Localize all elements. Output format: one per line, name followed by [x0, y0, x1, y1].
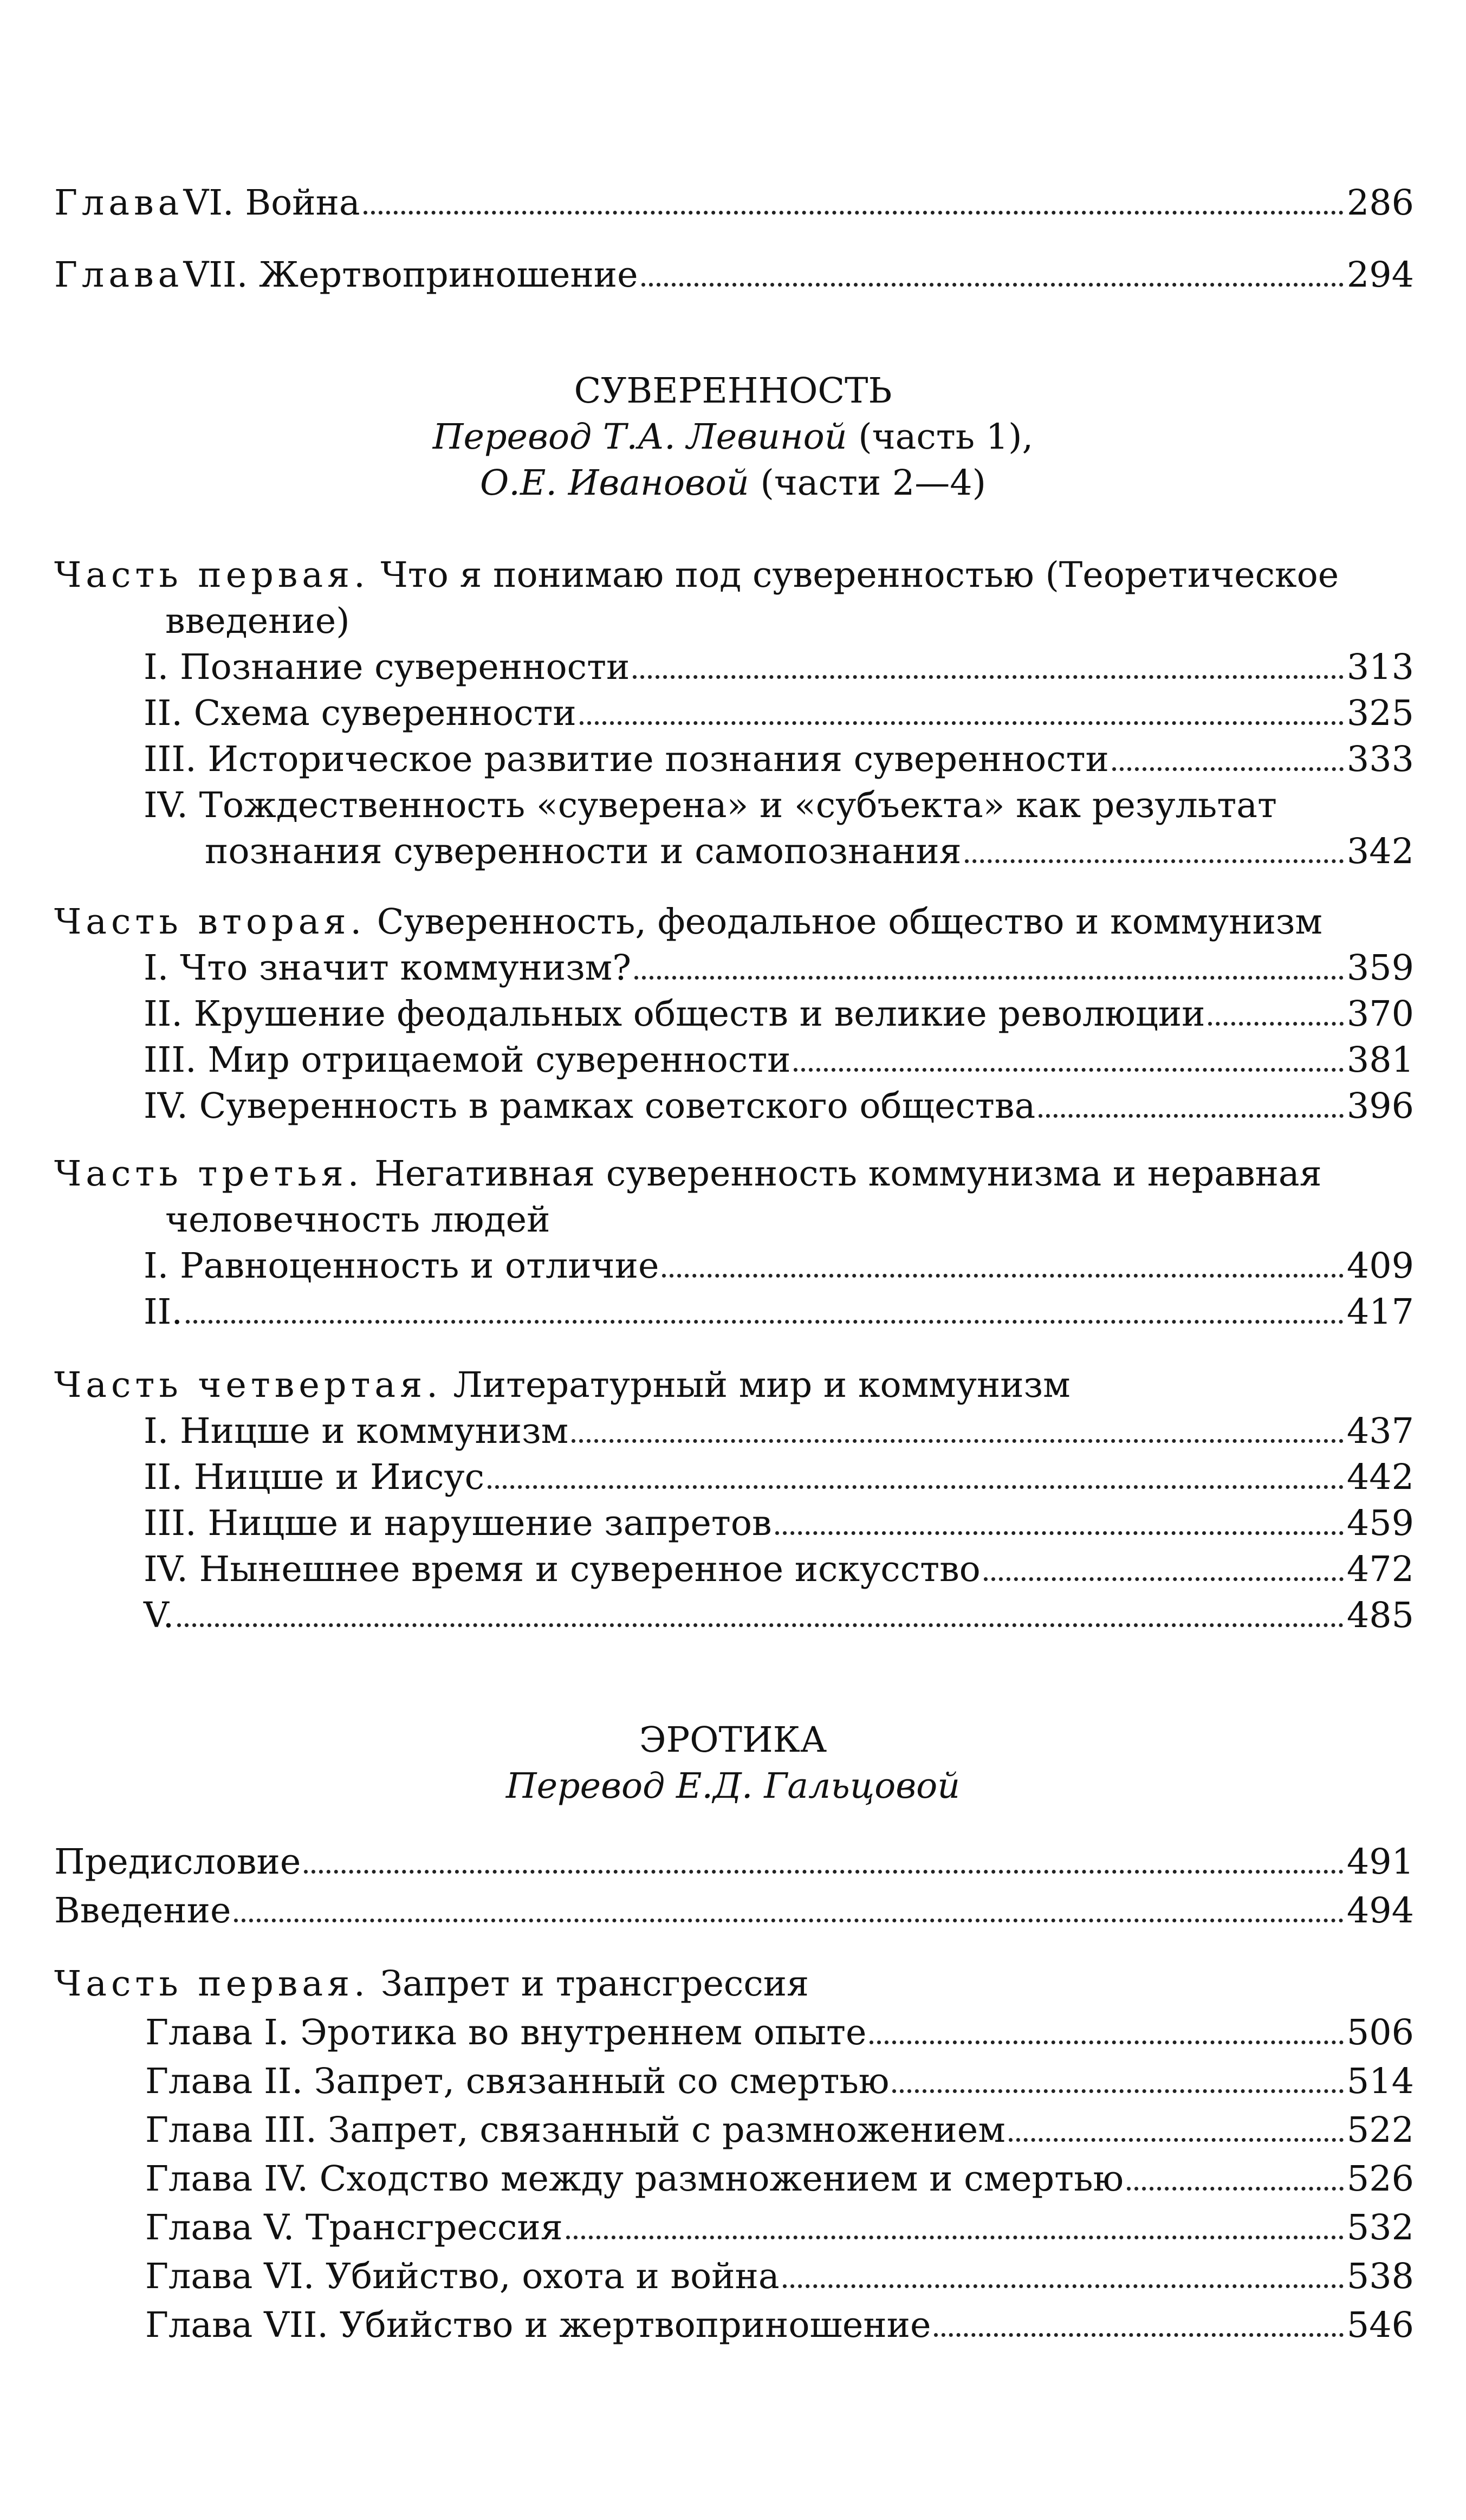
- page-number: 313: [1346, 647, 1414, 688]
- entry-title: I. Равноценность и отличие: [144, 1246, 659, 1286]
- page-number: 526: [1346, 2159, 1414, 2199]
- toc-entry: [145, 2254, 1414, 2299]
- entry-title: IV. Тождественность «суверена» и «субъекта» как результат: [144, 785, 1277, 826]
- page-number: 538: [1346, 2256, 1414, 2297]
- dot-leader: [364, 211, 1344, 215]
- part-label: Часть третья.: [54, 1154, 364, 1194]
- entry-title: Глава I. Эротика во внутреннем опыте: [145, 2012, 867, 2053]
- dot-leader: [662, 1274, 1343, 1278]
- toc-entry: [145, 2205, 1414, 2251]
- page-number: 506: [1346, 2012, 1414, 2053]
- page-number: 409: [1346, 1246, 1414, 1286]
- dot-leader: [1009, 2138, 1344, 2142]
- toc-entry: [54, 1839, 1414, 1885]
- dot-leader: [934, 2333, 1343, 2337]
- toc-entry: [145, 2010, 1414, 2056]
- dot-leader: [892, 2089, 1343, 2093]
- toc-entry: [144, 992, 1414, 1037]
- entry-title: Глава IV. Сходство между размножением и смертью: [145, 2159, 1124, 2199]
- page-number: 359: [1346, 948, 1414, 988]
- dot-leader: [633, 675, 1344, 679]
- dot-leader: [177, 1623, 1344, 1627]
- toc-entry: [144, 1547, 1414, 1592]
- entry-title: III. Историческое развитие познания суверенности: [144, 739, 1109, 780]
- translator-line: [0, 414, 1466, 460]
- translator-scope: (части 2—4): [749, 463, 986, 503]
- dot-leader: [304, 1870, 1344, 1874]
- page-number: 342: [1346, 831, 1414, 872]
- dot-leader: [1208, 1022, 1343, 1026]
- toc-entry: [144, 1455, 1414, 1500]
- toc-entry: [144, 1501, 1414, 1546]
- entry-title-cont: познания суверенности и самопознания: [205, 831, 962, 872]
- page-number: 494: [1346, 1890, 1414, 1931]
- part-title: Запрет и трансгрессия: [369, 1964, 809, 2004]
- dot-leader: [794, 1068, 1343, 1072]
- toc-entry: [144, 1243, 1414, 1289]
- page-number: 333: [1346, 739, 1414, 780]
- dot-leader: [783, 2284, 1344, 2288]
- entry-title: Введение: [54, 1890, 231, 1931]
- entry-title: IV. Суверенность в рамках советского общества: [144, 1086, 1036, 1126]
- part-title: Негативная суверенность коммунизма и неравная: [363, 1154, 1322, 1194]
- translator-name: О.Е. Ивановой: [480, 463, 749, 503]
- toc-entry: [144, 737, 1414, 782]
- dot-leader: [641, 283, 1344, 287]
- toc-entry: [144, 1038, 1414, 1083]
- toc-entry: [144, 1290, 1414, 1335]
- page-number: 294: [1346, 255, 1414, 295]
- entry-title: Глава V. Трансгрессия: [145, 2207, 563, 2248]
- part-label: Часть четвертая.: [54, 1365, 442, 1405]
- part-label: Часть вторая.: [54, 902, 366, 942]
- entry-title: I. Ницше и коммунизм: [144, 1411, 569, 1452]
- entry-title: Глава VI. Убийство, охота и война: [145, 2256, 780, 2297]
- page-number: 437: [1346, 1411, 1414, 1452]
- toc-entry: [144, 945, 1414, 991]
- toc-entry: [144, 691, 1414, 736]
- page-number: 396: [1346, 1086, 1414, 1126]
- page-number: 325: [1346, 693, 1414, 734]
- page-number: 417: [1346, 1292, 1414, 1332]
- entry-title: Глава II. Запрет, связанный со смертью: [145, 2061, 890, 2102]
- toc-entry: [54, 180, 1414, 226]
- entry-title: V.: [144, 1595, 174, 1636]
- dot-leader: [234, 1919, 1343, 1922]
- toc-entry: [144, 1409, 1414, 1454]
- part-label: Часть первая.: [54, 1964, 369, 2004]
- dot-leader: [1127, 2187, 1344, 2191]
- part-title: Суверенность, феодальное общество и коммунизм: [366, 902, 1322, 942]
- dot-leader: [1039, 1114, 1344, 1118]
- entry-title: Предисловие: [54, 1842, 301, 1882]
- chapter-label: Глава: [54, 183, 184, 223]
- page-number: 514: [1346, 2061, 1414, 2102]
- page-number: 370: [1346, 994, 1414, 1034]
- entry-title: Глава VII. Убийство и жертвоприношение: [145, 2305, 931, 2346]
- toc-entry: [144, 645, 1414, 690]
- toc-entry: [145, 2108, 1414, 2153]
- section-title: ЭРОТИКА: [639, 1720, 827, 1760]
- dot-leader: [775, 1531, 1344, 1535]
- entry-title: VII. Жертвоприношение: [183, 255, 638, 295]
- toc-entry: [54, 252, 1414, 298]
- entry-title: II. Крушение феодальных обществ и великие революции: [144, 994, 1205, 1034]
- toc-entry: [205, 829, 1414, 874]
- entry-title: I. Что значит коммунизм?: [144, 948, 632, 988]
- entry-title: Глава III. Запрет, связанный с размножением: [145, 2110, 1006, 2150]
- entry-title: III. Мир отрицаемой суверенности: [144, 1040, 791, 1080]
- translator-line: Перевод Е.Д. Гальцовой: [505, 1766, 961, 1806]
- dot-leader: [984, 1577, 1344, 1581]
- part-heading-cont: введение): [165, 601, 350, 642]
- dot-leader: [566, 2236, 1344, 2239]
- toc-entry: [145, 2303, 1414, 2348]
- dot-leader: [870, 2040, 1344, 2044]
- dot-leader: [1112, 767, 1344, 771]
- part-heading-cont: человечность людей: [165, 1200, 550, 1240]
- toc-entry: [144, 1593, 1414, 1638]
- dot-leader: [186, 1320, 1344, 1324]
- translator-scope: (часть 1),: [847, 417, 1034, 457]
- toc-entry: [54, 1888, 1414, 1934]
- part-heading: [54, 899, 1322, 945]
- page-number: 286: [1346, 183, 1414, 223]
- toc-entry: [145, 2156, 1414, 2202]
- dot-leader: [572, 1439, 1344, 1443]
- section-title: СУВЕРЕННОСТЬ: [574, 371, 892, 411]
- toc-entry: [144, 1084, 1414, 1129]
- part-heading: [54, 1961, 809, 2007]
- entry-title: III. Ницше и нарушение запретов: [144, 1503, 772, 1544]
- entry-title: II.: [144, 1292, 183, 1332]
- toc-entry: [145, 2059, 1414, 2104]
- dot-leader: [634, 976, 1344, 980]
- chapter-label: Глава: [54, 255, 184, 295]
- translator-name: Перевод Т.А. Левиной: [432, 417, 847, 457]
- dot-leader: [580, 721, 1344, 725]
- page-number: 485: [1346, 1595, 1414, 1636]
- part-heading: [54, 1151, 1322, 1197]
- part-heading: [54, 553, 1339, 598]
- entry-title: VI. Война: [183, 183, 360, 223]
- translator-line: [0, 461, 1466, 506]
- part-label: Часть первая.: [54, 555, 369, 595]
- page-number: 472: [1346, 1549, 1414, 1590]
- entry-title: II. Ницше и Иисус: [144, 1457, 485, 1498]
- dot-leader: [488, 1485, 1344, 1489]
- page-number: 442: [1346, 1457, 1414, 1498]
- page-number: 546: [1346, 2305, 1414, 2346]
- entry-title: IV. Нынешнее время и суверенное искусство: [144, 1549, 981, 1590]
- page-number: 491: [1346, 1842, 1414, 1882]
- page-number: 459: [1346, 1503, 1414, 1544]
- entry-title: II. Схема суверенности: [144, 693, 576, 734]
- dot-leader: [965, 859, 1344, 863]
- page-number: 381: [1346, 1040, 1414, 1080]
- part-title: Что я понимаю под суверенностью (Теоретическое: [369, 555, 1339, 595]
- part-title: Литературный мир и коммунизм: [442, 1365, 1071, 1405]
- part-heading: [54, 1363, 1071, 1408]
- entry-title: I. Познание суверенности: [144, 647, 630, 688]
- page-number: 522: [1346, 2110, 1414, 2150]
- page-number: 532: [1346, 2207, 1414, 2248]
